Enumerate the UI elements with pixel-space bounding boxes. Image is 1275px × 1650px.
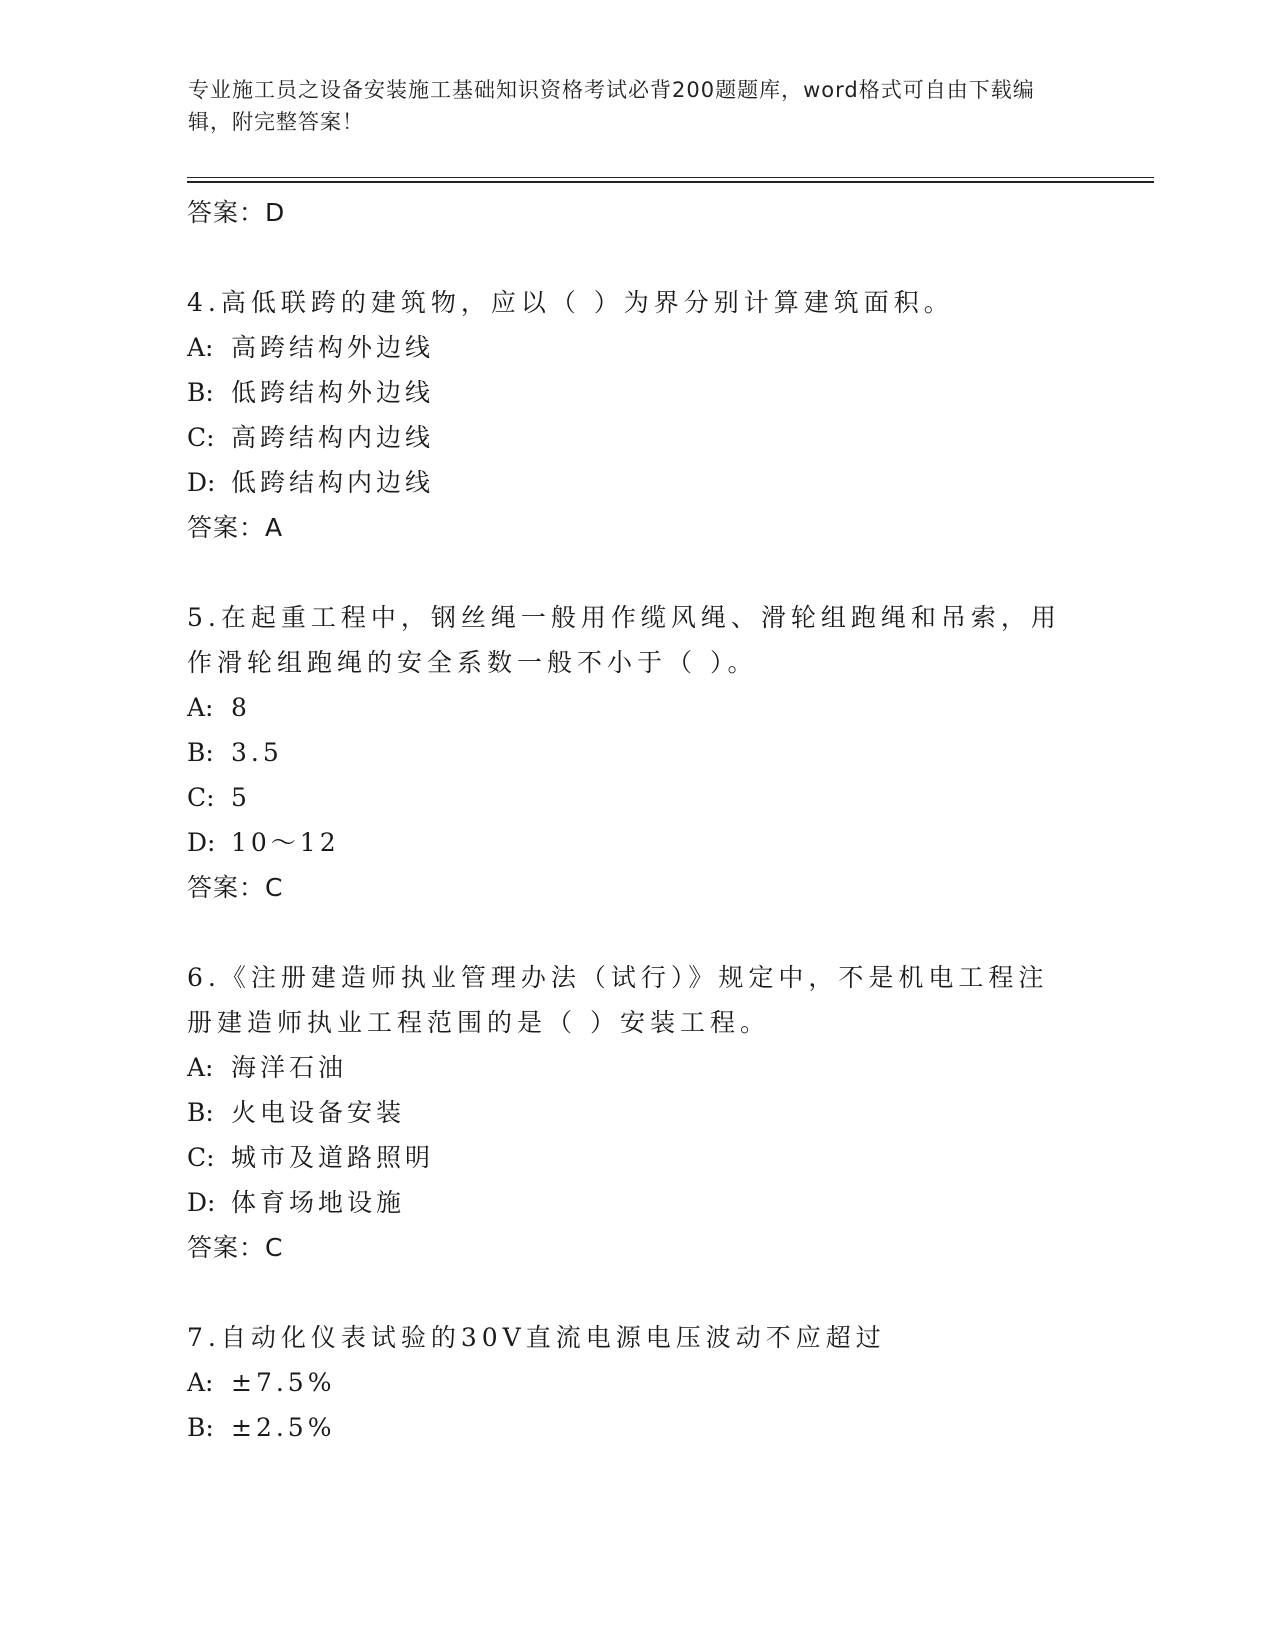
option-label: A: (187, 1368, 214, 1397)
option-text: ±7.5% (231, 1368, 336, 1397)
option-label: B: (187, 738, 214, 767)
option-a (187, 325, 1087, 370)
option-b (187, 370, 1087, 415)
option-text: 5 (231, 783, 251, 812)
option-text: 高跨结构内边线 (231, 423, 435, 452)
option-label: D: (187, 468, 216, 497)
option-label: A: (187, 333, 214, 362)
option-label: B: (187, 1413, 214, 1442)
option-d (187, 460, 1087, 505)
option-b (187, 1405, 1087, 1450)
option-c (187, 415, 1087, 460)
option-d (187, 820, 1087, 865)
option-text: 火电设备安装 (231, 1098, 406, 1127)
question-text: 4.高低联跨的建筑物，应以（ ）为界分别计算建筑面积。 (187, 288, 954, 317)
question-6 (187, 955, 1087, 1270)
option-b (187, 1090, 1087, 1135)
option-text: 低跨结构外边线 (231, 378, 435, 407)
option-label: D: (187, 1188, 216, 1217)
option-label: C: (187, 423, 215, 452)
option-label: A: (187, 693, 214, 722)
option-b (187, 730, 1087, 775)
answer: 答案：A (187, 513, 284, 542)
option-c (187, 1135, 1087, 1180)
answer: 答案：C (187, 873, 284, 902)
option-label: C: (187, 1143, 215, 1172)
question-text: 7.自动化仪表试验的30V直流电源电压波动不应超过 (187, 1323, 886, 1352)
option-text: 海洋石油 (231, 1053, 348, 1082)
option-d (187, 1180, 1087, 1225)
option-label: A: (187, 1053, 214, 1082)
header-divider-thin (187, 177, 1154, 178)
question-7 (187, 1315, 1087, 1450)
option-text: ±2.5% (231, 1413, 336, 1442)
option-text: 3.5 (231, 738, 283, 767)
option-label: D: (187, 828, 216, 857)
answer-previous: 答案：D (187, 198, 286, 227)
option-a (187, 1360, 1087, 1405)
option-label: B: (187, 1098, 214, 1127)
option-text: 10～12 (231, 828, 340, 857)
question-text: 6.《注册建造师执业管理办法（试行）》规定中，不是机电工程注册建造师执业工程范围的是（ ）安装工程。 (187, 963, 1049, 1037)
answer: 答案：C (187, 1233, 284, 1262)
option-a (187, 685, 1087, 730)
option-label: B: (187, 378, 214, 407)
question-5 (187, 595, 1087, 910)
option-text: 8 (231, 693, 251, 722)
option-text: 低跨结构内边线 (231, 468, 435, 497)
option-text: 高跨结构外边线 (231, 333, 435, 362)
document-header: 专业施工员之设备安装施工基础知识资格考试必背200题题库，word格式可自由下载编辑，附完整答案！ (188, 78, 1035, 134)
option-label: C: (187, 783, 215, 812)
header-divider-thick (187, 181, 1154, 183)
question-content (187, 190, 1087, 1450)
option-text: 体育场地设施 (231, 1188, 406, 1217)
option-a (187, 1045, 1087, 1090)
question-4 (187, 280, 1087, 550)
question-text: 5.在起重工程中，钢丝绳一般用作缆风绳、滑轮组跑绳和吊索，用作滑轮组跑绳的安全系数一般不小于（ ）。 (187, 603, 1061, 677)
option-c (187, 775, 1087, 820)
option-text: 城市及道路照明 (231, 1143, 435, 1172)
